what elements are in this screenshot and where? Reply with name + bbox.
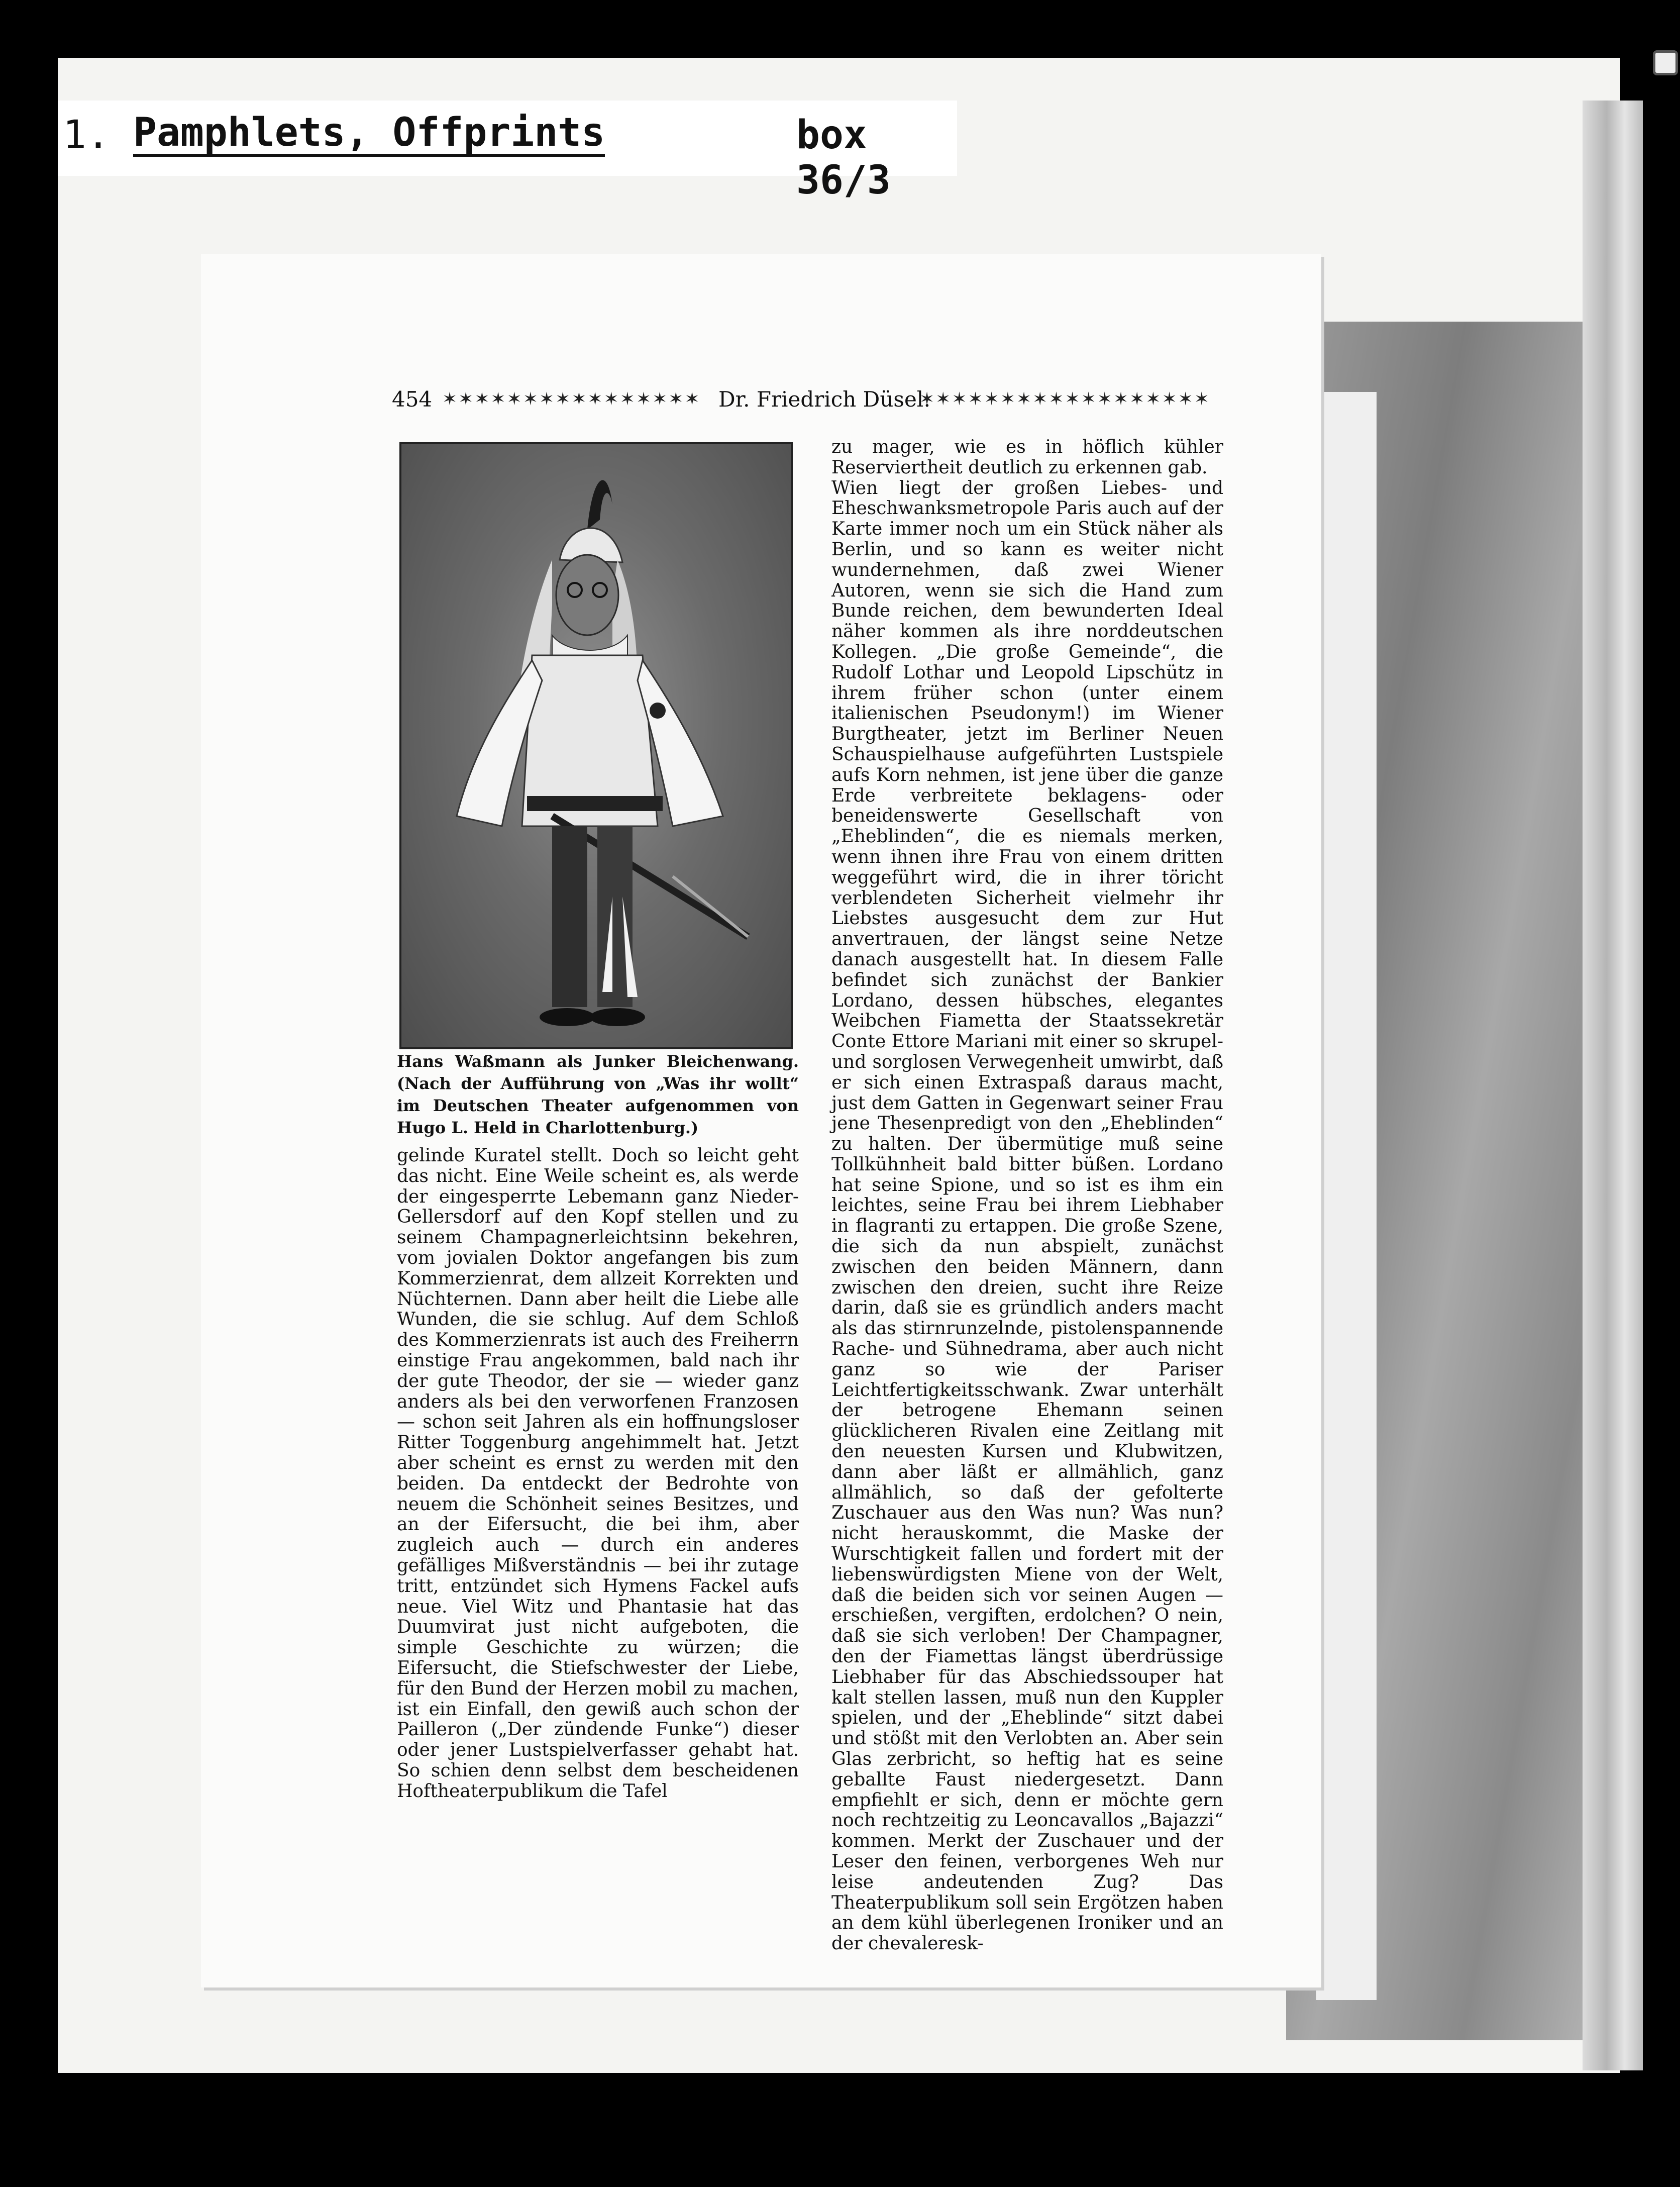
photo-caption: Hans Waßmann als Junker Bleichenwang. (Nach der Aufführung von „Was ihr wollt“ im Deutschen Theater aufgenommen von Hugo L. Held in Charlottenburg.) [397,1052,799,1137]
archive-label-title: Pamphlets, Offprints [133,113,605,157]
archive-label-prefix: 1. [63,113,110,158]
running-head-author: Dr. Friedrich Düsel: [718,387,931,412]
ornament-left: ✶✶✶✶✶✶✶✶✶✶✶✶✶✶✶✶ [442,389,701,410]
folder-edge [1583,101,1643,2070]
actor-photograph [399,442,793,1049]
archive-box-number: box 36/3 [796,113,891,203]
running-head [392,387,1216,417]
backing-sheet-stripe [1316,392,1377,2000]
corner-clip-icon [1653,50,1678,75]
actor-figure-illustration [401,444,791,1047]
text-column-right: zu mager, wie es in höflich kühler Reserviertheit deutlich zu erkennen gab. Wien liegt der großen Liebes- und Eheschwanksmetropole Paris auch auf der Karte immer noch um ein Stück näher als Berlin, und so kann es weiter nicht wundernehmen, daß zwei Wiener Autoren, wenn sie sich die Hand zum Bunde reichen, dem bewunderten Ideal näher kommen als ihre norddeutschen Kollegen. „Die große Gemeinde“, die Rudolf Lothar und Leopold Lipschütz in ihrem früher schon (unter einem italienischen Pseudonym!) im Wiener Burgtheater, jetzt im Berliner Neuen Schauspielhause aufgeführten Lustspiele aufs Korn nehmen, ist jene über die ganze Erde verbreitete beklagens- oder beneidenswerte Gesellschaft von „Eheblinden“, die es niemals merken, wenn ihnen ihre Frau von einem dritten weggeführt wird, die in ihrer töricht verblendeten Sicherheit vielmehr ihr Liebstes ausgesucht dem zur Hut anvertrauen, der längst seine Netze danach ausgestellt hat. In diesem Falle befindet sich zunächst der Bankier Lordano, dessen hübsches, elegantes Weibchen Fiametta der Staatssekretär Conte Ettore Mariani mit einer so skrupel- und sorglosen Verwegenheit umwirbt, daß er sich einen Extraspaß daraus macht, just dem Gatten in Gegenwart seiner Frau jene Thesenpredigt von den „Eheblinden“ zu halten. Der übermütige muß seine Tollkühnheit bald bitter büßen. Lordano hat seine Spione, und so ist es ihm ein leichtes, seine Frau bei ihrem Liebhaber in flagranti zu ertappen. Die große Szene, die sich da nun abspielt, zunächst zwischen den beiden Männern, dann zwischen den dreien, sucht ihre Reize darin, daß sie es gründlich anders macht als das stirnrunzelnde, pistolenspannende Rache- und Sühnedrama, aber auch nicht ganz so wie der Pariser Leichtfertigkeitsschwank. Zwar unterhält der betrogene Ehemann seinen glücklicheren Rivalen eine Zeitlang mit den neuesten Kursen und Klubwitzen, dann aber läßt er allmählich, ganz allmählich, so daß der gefolterte Zuschauer aus den Was nun? Was nun? nicht herauskommt, die Maske der Wurschtigkeit fallen und fordert mit der liebenswürdigsten Miene von der Welt, daß die beiden sich vor seinen Augen — erschießen, vergiften, erdolchen? O nein, daß sie sich verloben! Der Champagner, den der Fiamettas längst überdrüssige Liebhaber für das Abschiedssouper hat kalt stellen lassen, muß nun den Kuppler spielen, und der „Eheblinde“ sitzt dabei und stößt mit den Verlobten an. Aber sein Glas zerbricht, so heftig hat es seine geballte Faust niedergesetzt. Dann empfiehlt er sich, denn er möchte gern noch rechtzeitig zu Leoncavallos „Bajazzi“ kommen. Merkt der Zuschauer und der Leser den feinen, verborgenes Weh nur leise andeutenden Zug? Das Theaterpublikum soll sein Ergötzen haben an dem kühl überlegenen Ironiker und an der chevaleresk- [831,437,1223,1954]
page-number: 454 [392,387,433,412]
text-column-left: gelinde Kuratel stellt. Doch so leicht geht das nicht. Eine Weile scheint es, als werde der eingesperrte Lebemann ganz Nieder-Gellersdorf auf den Kopf stellen und zu seinem Champagnerleichtsinn bekehren, vom jovialen Doktor angefangen bis zum Kommerzienrat, dem allzeit Korrekten und Nüchternen. Dann aber heilt die Liebe alle Wunden, die sie schlug. Auf dem Schloß des Kommerzienrats ist auch des Freiherrn einstige Frau angekommen, bald nach ihr der gute Theodor, der sie — wieder ganz anders als bei den verworfenen Franzosen — schon seit Jahren als ein hoffnungsloser Ritter Toggenburg angehimmelt hat. Jetzt aber scheint es ernst zu werden mit den beiden. Da entdeckt der Bedrohte von neuem die Schönheit seines Besitzes, und an der Eifersucht, die bei ihm, aber zugleich auch — durch ein anderes gefälliges Mißverständnis — bei ihr zutage tritt, entzündet sich Hymens Fackel aufs neue. Viel Witz und Phantasie hat das Duumvirat just nicht aufgeboten, die simple Geschichte zu würzen; die Eifersucht, die Stiefschwester der Liebe, für den Bund der Herzen mobil zu machen, ist ein Einfall, den gewiß auch schon der Pailleron („Der zündende Funke“) dieser oder jener Lustspielverfasser gehabt hat. So schien denn selbst dem bescheidenen Hoftheaterpublikum die Tafel [397,1145,799,1802]
ornament-right: ✶✶✶✶✶✶✶✶✶✶✶✶✶✶✶✶✶✶ [919,389,1210,410]
archive-label [58,101,957,203]
